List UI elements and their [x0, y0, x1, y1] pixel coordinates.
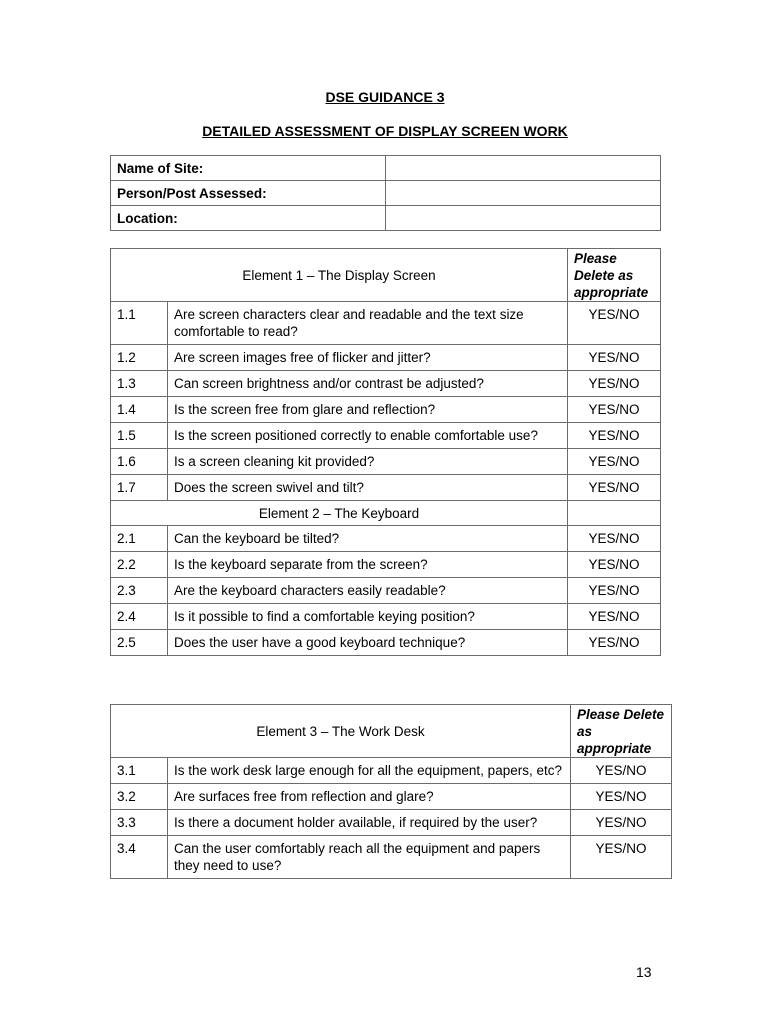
answer-yes-no[interactable]: YES/NO: [568, 449, 661, 475]
question-text: Is the screen positioned correctly to enable comfortable use?: [168, 423, 568, 449]
answer-yes-no[interactable]: YES/NO: [568, 526, 661, 552]
element-1-rows: [111, 302, 661, 501]
element-3-title: Element 3 – The Work Desk: [111, 705, 571, 758]
answer-yes-no[interactable]: YES/NO: [568, 371, 661, 397]
answer-yes-no[interactable]: YES/NO: [568, 630, 661, 656]
table-row: [111, 423, 661, 449]
table-row: [111, 526, 661, 552]
info-value[interactable]: [386, 206, 661, 231]
table-row: [111, 449, 661, 475]
table-row: [111, 371, 661, 397]
row-number: 2.4: [111, 604, 168, 630]
table-header-row: [111, 705, 672, 758]
row-number: 2.5: [111, 630, 168, 656]
element-3-rows: [111, 758, 672, 879]
question-text: Is it possible to find a comfortable keying position?: [168, 604, 568, 630]
table-row: [111, 758, 672, 784]
answer-yes-no[interactable]: YES/NO: [568, 578, 661, 604]
question-text: Can the keyboard be tilted?: [168, 526, 568, 552]
row-number: 1.3: [111, 371, 168, 397]
info-value[interactable]: [386, 181, 661, 206]
question-text: Can screen brightness and/or contrast be adjusted?: [168, 371, 568, 397]
please-delete-text: Please Delete as appropriate: [574, 251, 649, 300]
info-row: [111, 156, 661, 181]
element-2-rows: [111, 526, 661, 656]
question-text: Does the user have a good keyboard technique?: [168, 630, 568, 656]
table-row: [111, 810, 672, 836]
info-table: [110, 155, 661, 231]
question-text: Is the screen free from glare and reflection?: [168, 397, 568, 423]
table-row: [111, 302, 661, 345]
question-text: Are screen images free of flicker and jitter?: [168, 345, 568, 371]
info-label: Location:: [111, 206, 386, 231]
info-row: [111, 206, 661, 231]
element-2-header-row: [111, 501, 661, 526]
answer-yes-no[interactable]: YES/NO: [571, 836, 672, 879]
row-number: 1.5: [111, 423, 168, 449]
row-number: 2.2: [111, 552, 168, 578]
question-text: Is the work desk large enough for all the equipment, papers, etc?: [168, 758, 571, 784]
info-label: Name of Site:: [111, 156, 386, 181]
row-number: 1.1: [111, 302, 168, 345]
question-text: Are screen characters clear and readable and the text size comfortable to read?: [168, 302, 568, 345]
question-text: Are the keyboard characters easily readable?: [168, 578, 568, 604]
answer-yes-no[interactable]: YES/NO: [568, 552, 661, 578]
answer-yes-no[interactable]: YES/NO: [571, 810, 672, 836]
answer-yes-no[interactable]: YES/NO: [568, 397, 661, 423]
element-2-answer-blank: [568, 501, 661, 526]
row-number: 1.6: [111, 449, 168, 475]
row-number: 1.4: [111, 397, 168, 423]
row-number: 3.4: [111, 836, 168, 879]
element-2-title: Element 2 – The Keyboard: [111, 501, 568, 526]
info-value[interactable]: [386, 156, 661, 181]
table-header-row: [111, 249, 661, 302]
question-text: Are surfaces free from reflection and glare?: [168, 784, 571, 810]
table-row: [111, 836, 672, 879]
answer-yes-no[interactable]: YES/NO: [571, 784, 672, 810]
table-row: [111, 397, 661, 423]
document-title: DSE GUIDANCE 3: [325, 89, 445, 105]
row-number: 3.1: [111, 758, 168, 784]
table-row: [111, 578, 661, 604]
table-row: [111, 475, 661, 501]
element-1-2-table: [110, 248, 661, 656]
table-row: [111, 552, 661, 578]
table-row: [111, 630, 661, 656]
row-number: 2.3: [111, 578, 168, 604]
question-text: Can the user comfortably reach all the equipment and papers they need to use?: [168, 836, 571, 879]
table-row: [111, 604, 661, 630]
answer-yes-no[interactable]: YES/NO: [568, 604, 661, 630]
question-text: Does the screen swivel and tilt?: [168, 475, 568, 501]
answer-yes-no[interactable]: YES/NO: [568, 475, 661, 501]
please-delete-note: [571, 705, 672, 758]
question-text: Is there a document holder available, if required by the user?: [168, 810, 571, 836]
document-subtitle: DETAILED ASSESSMENT OF DISPLAY SCREEN WORK: [202, 123, 568, 139]
answer-yes-no[interactable]: YES/NO: [568, 302, 661, 345]
answer-yes-no[interactable]: YES/NO: [571, 758, 672, 784]
please-delete-text: Please Delete as appropriate: [577, 707, 665, 756]
row-number: 2.1: [111, 526, 168, 552]
row-number: 3.2: [111, 784, 168, 810]
info-label: Person/Post Assessed:: [111, 181, 386, 206]
row-number: 1.2: [111, 345, 168, 371]
answer-yes-no[interactable]: YES/NO: [568, 345, 661, 371]
table-row: [111, 784, 672, 810]
page-number: 13: [636, 964, 652, 980]
row-number: 1.7: [111, 475, 168, 501]
question-text: Is the keyboard separate from the screen?: [168, 552, 568, 578]
row-number: 3.3: [111, 810, 168, 836]
info-row: [111, 181, 661, 206]
element-1-title: Element 1 – The Display Screen: [111, 249, 568, 302]
answer-yes-no[interactable]: YES/NO: [568, 423, 661, 449]
element-3-table: [110, 704, 672, 879]
please-delete-note: [568, 249, 661, 302]
table-row: [111, 345, 661, 371]
question-text: Is a screen cleaning kit provided?: [168, 449, 568, 475]
